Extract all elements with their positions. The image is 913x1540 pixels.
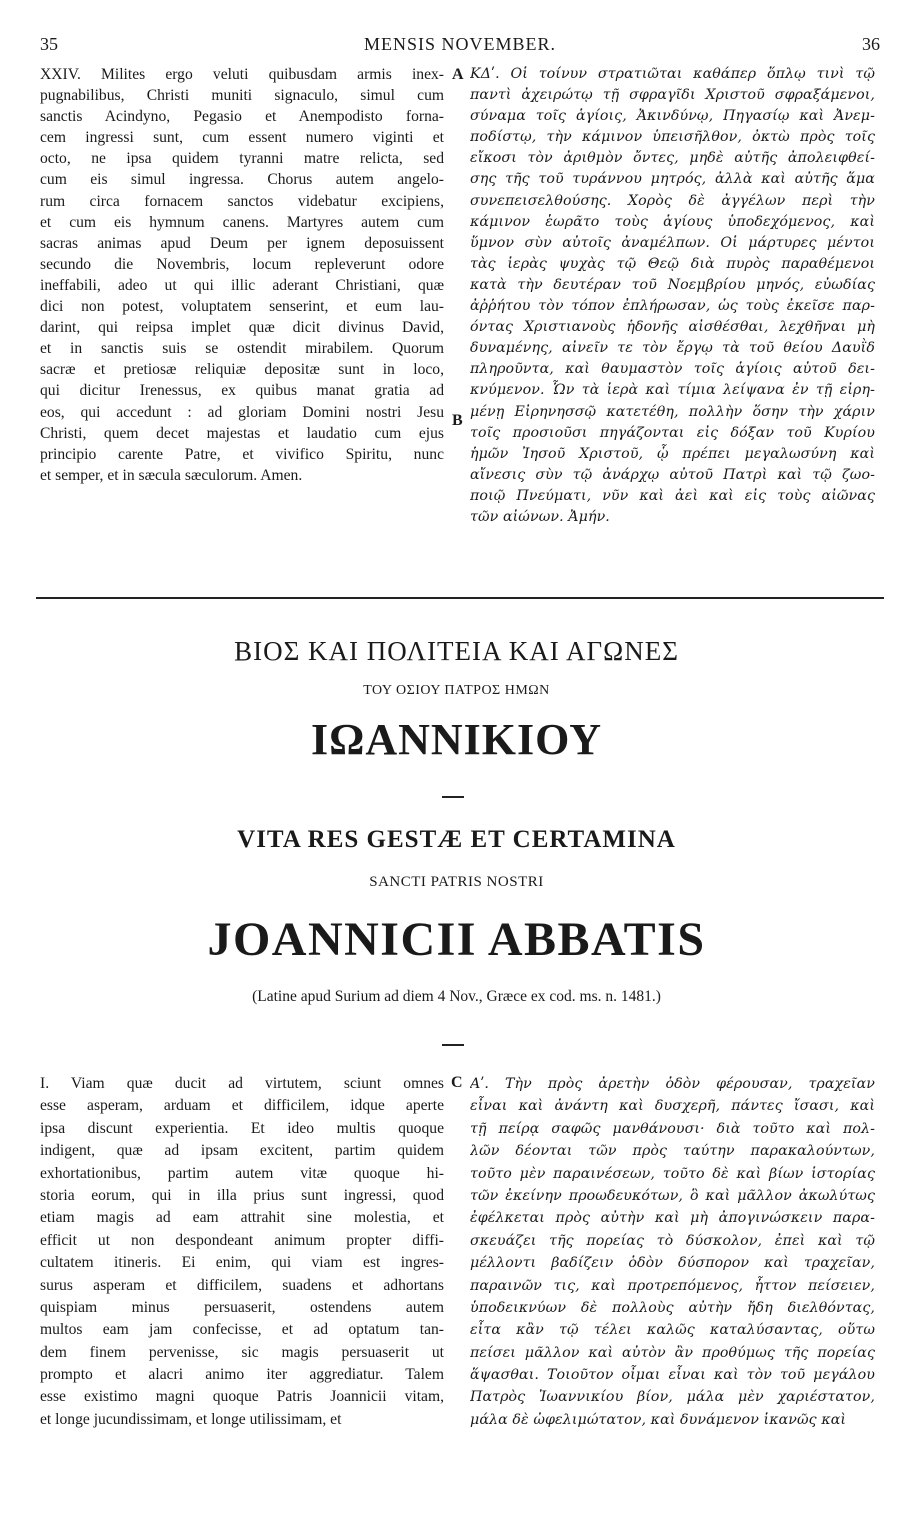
text-line: τῶν αἰώνων. Ἀμήν. — [470, 508, 610, 525]
text-line: εἴκοσι τὸν ἀριθμὸν ὄντες, μηδὲ αὐτῆς ἀπολειφθεί- — [470, 150, 875, 167]
text-line: darint, qui reipsa implet quæ dicit divinus David, — [40, 319, 444, 337]
text-line: τῶν ἐκείνην προωδευκότων, ὃ καὶ μᾶλλον ἀκωλύτως — [470, 1187, 875, 1204]
text-line: pugnabilibus, Christi muniti signaculo, simul cum — [40, 87, 444, 105]
text-line: et cum eis hymnum canens. Martyres autem cum — [40, 213, 444, 231]
text-line: qui dicitur Irenessus, ex quibus manat gratia ad — [40, 382, 444, 400]
text-line: μέλλοντι βαδίζειν ὁδὸν δύσπορον καὶ τραχεῖαν, — [470, 1255, 875, 1272]
text-line: dem finem pervenisse, sic magis persuaserit ut — [40, 1343, 444, 1361]
text-line: cum eis simul ingressa. Chorus autem angelo- — [40, 171, 444, 189]
text-line: εἶτα κἂν τῷ τέλει καλῶς καταλύσαντας, οὕτω — [470, 1322, 875, 1339]
text-line: esse asperam, arduam et difficilem, idque aperte — [40, 1097, 444, 1115]
text-line: εἶναι καὶ ἀνάντη καὶ δυσχερῆ, πάντες ἴσασι, καὶ — [470, 1098, 875, 1115]
text-line: παραινῶν τις, καὶ προτρεπόμενος, ἧττον πείσειεν, — [470, 1277, 875, 1294]
text-line: et in sanctis suis se ostendit mirabilem. Quorum — [40, 340, 444, 358]
margin-marker-a: A — [452, 66, 464, 83]
text-line: eos, qui accedunt : ad gloriam Domini nostri Jesu — [40, 403, 444, 421]
text-line: sacræ et pretiosæ reliquiæ depositæ sunt in loco, — [40, 361, 444, 379]
source-note: (Latine apud Surium ad diem 4 Nov., Græce ex cod. ms. n. 1481.) — [252, 988, 661, 1005]
text-line: πληροῦντα, καὶ θαυμαστὸν τοῖς ἁγίοις αὐτοῦ δει- — [470, 361, 875, 378]
text-line: sanctis Acindyno, Pegasio et Anempodisto forna- — [40, 108, 444, 126]
text-line: etiam magis ad eam attrahit sine molestia, et — [40, 1209, 444, 1227]
text-line: κνύμενον. Ὧν τὰ ἱερὰ καὶ τίμια λείψανα ἐν τῇ εἰρη- — [470, 382, 875, 399]
text-line: quispiam minus persuaserit, ostendens autem — [40, 1298, 444, 1316]
text-line: dici non potest, voluptatem senserint, et eum lau- — [40, 298, 444, 316]
text-line: μένῃ Εἰρηνησσῷ κατετέθη, πολλὴν ὅσην τὴν χάριν — [470, 403, 875, 420]
text-line: τοῦτο μὲν παραινέσεων, τοῦτο δὲ καὶ βίων ἱστορίας — [470, 1165, 875, 1182]
section-divider — [36, 597, 884, 599]
page-number-right: 36 — [862, 34, 880, 54]
text-line: sacras animas apud Deum per ignem deposuissent — [40, 234, 444, 252]
text-line: συνεπεισελθούσης. Χορὸς δὲ ἀγγέλων περὶ τὴν — [470, 192, 875, 209]
greek-main-title: ΒΙΟΣ ΚΑΙ ΠΟΛΙΤΕΙΑ ΚΑΙ ΑΓΩΝΕΣ — [234, 636, 679, 666]
greek-subtitle: ΤΟΥ ΟΣΙΟΥ ΠΑΤΡΟΣ ΗΜΩΝ — [363, 683, 550, 698]
text-line: et longe jucundissimam, et longe utilissimam, et — [40, 1410, 342, 1428]
margin-marker-b: B — [452, 412, 463, 429]
top-greek-column — [470, 64, 875, 528]
latin-subtitle: SANCTI PATRIS NOSTRI — [369, 874, 544, 890]
text-line: όντας Χριστιανοὺς ἡδονῆς αἰσθέσθαι, λεχθῆναι μὴ — [470, 319, 875, 336]
text-line: ὑποδεικνύων δὲ πολλοὺς αὐτὴν ἤδη διελθόντας, — [470, 1299, 875, 1316]
text-line: κατὰ τὴν δευτέραν τοῦ Νοεμβρίου μηνός, εὐωδίας — [470, 276, 875, 293]
text-line: multos eam jam confecisse, et ad optatum tan- — [40, 1321, 444, 1339]
text-line: ποδίστῳ, τὴν κάμινον ὑπεισῆλθον, ὀκτὼ πρὸς τοῖς — [470, 129, 875, 146]
text-line: αἴνεσις σὺν τῷ ἀνάρχῳ αὐτοῦ Πατρὶ καὶ τῷ ζωο- — [470, 466, 875, 483]
text-line: ἅψασθαι. Τοιοῦτον οἶμαι εἶναι καὶ τὸν τοῦ μεγάλου — [470, 1367, 875, 1384]
text-line: XXIV. Milites ergo veluti quibusdam armis inex- — [40, 66, 444, 83]
top-latin-column — [40, 64, 444, 486]
title-dash — [442, 796, 464, 798]
text-line: παντὶ ἀχειρώτῳ τῇ σφραγῖδι Χριστοῦ σφραξάμενοι, — [470, 87, 875, 104]
text-line: τοῖς προσιοῦσι πηγάζονται εἰς δόξαν τοῦ Κυρίου — [470, 424, 875, 441]
text-line: τὰς ἱερὰς ψυχὰς τῷ Θεῷ διὰ πυρὸς παραθέμενοι — [470, 255, 875, 272]
text-line: storia eorum, qui in illa prius sunt ingressi, quod — [40, 1186, 444, 1204]
text-line: ἐφέλκεται πρὸς αὐτὴν καὶ μὴ ἀπογινώσκειν παρα- — [470, 1210, 875, 1227]
text-line: ΚΔʹ. Οἱ τοίνυν στρατιῶται καθάπερ ὅπλῳ τινὶ τῷ — [470, 66, 875, 82]
text-line: exhortationibus, partim autem vitæ quoque hi- — [40, 1164, 444, 1182]
text-line: prompto et alacri animo iter aggrediatur. Talem — [40, 1366, 444, 1384]
text-line: indigent, quæ ad ipsam excitent, partim quidem — [40, 1142, 444, 1160]
latin-main-title: VITA RES GESTÆ ET CERTAMINA — [237, 826, 676, 853]
text-line: δυναμένης, αἰνεῖν τε τὸν ἔργῳ τὰ τοῦ θείου Δαυῒδ — [470, 340, 875, 357]
bottom-greek-column — [470, 1073, 875, 1431]
greek-saint-name: ΙΩΑΝΝΙΚΙΟΥ — [310, 715, 602, 764]
bottom-latin-column — [40, 1073, 444, 1431]
text-line: esse existimo magni quoque Patris Joannicii vitam, — [40, 1388, 444, 1406]
page-number-left: 35 — [40, 34, 58, 54]
text-line: τῇ πείρᾳ σαφῶς μανθάνουσι· διὰ τοῦτο καὶ πολ- — [470, 1120, 875, 1137]
page-header — [40, 34, 880, 60]
text-line: efficit ut non despondeant animum propter diffi- — [40, 1231, 444, 1249]
text-line: octo, ne ipsa quidem tyranni matre relicta, sed — [40, 150, 444, 168]
text-line: σκευάζει τῆς πορείας τὸ δύσκολον, ἐπεὶ καὶ τῷ — [470, 1232, 875, 1249]
text-line: κάμινον ἑωρᾶτο τοὺς ἁγίους ὑποδεχόμενος, καὶ — [470, 213, 875, 230]
text-line: ἡμῶν Ἰησοῦ Χριστοῦ, ᾧ πρέπει μεγαλωσύνη καὶ — [470, 445, 875, 462]
text-line: rum circa fornacem sanctos videbatur excipiens, — [40, 192, 444, 210]
text-line: ἀῤῥήτου τὸν τόπον ἐπλήρωσαν, ὡς τοὺς ἐκεῖσε παρ- — [470, 298, 875, 315]
text-line: ποιῷ Πνεύματι, νῦν καὶ ἀεὶ καὶ εἰς τοὺς αἰῶνας — [470, 487, 875, 504]
text-line: surus asperam et difficilem, suadens et adhortans — [40, 1276, 444, 1294]
latin-saint-name: JOANNICII ABBATIS — [207, 913, 706, 966]
text-line: μάλα δὲ ὠφελιμώτατον, καὶ δυνάμενον ἱκανῶς καὶ — [470, 1411, 847, 1428]
text-line: principio carente Patre, et vivifico Spiritu, nunc — [40, 445, 444, 463]
text-line: secundo die Novembris, locum repleverunt odore — [40, 255, 444, 273]
text-line: I. Viam quæ ducit ad virtutem, sciunt omnes — [40, 1075, 444, 1092]
text-line: σης τῆς τοῦ τυράννου μητρός, ἀλλὰ καὶ αὐτῆς ἅμα — [470, 171, 875, 188]
text-line: Christi, quem decet majestas et laudatio cum ejus — [40, 424, 444, 442]
text-line: Πατρὸς Ἰωαννικίου βίον, μάλα μὲν χαριέστατον, — [470, 1389, 875, 1406]
title-dash — [442, 1044, 464, 1046]
text-line: ὕμνον σὺν αὐτοῖς ἀναμέλπων. Οἱ μάρτυρες μέντοι — [470, 234, 875, 251]
text-line: Αʹ. Τὴν πρὸς ἀρετὴν ὁδὸν φέρουσαν, τραχεῖαν — [470, 1076, 875, 1092]
text-line: et semper, et in sæcula sæculorum. Amen. — [40, 466, 303, 484]
text-line: cem ingressi sunt, cum essent numero viginti et — [40, 129, 444, 147]
text-line: πείσει μᾶλλον καὶ αὐτὸν ἂν προθύμως τῆς πορείας — [470, 1344, 875, 1361]
margin-marker-c: C — [451, 1074, 463, 1091]
text-line: σύναμα τοῖς ἁγίοις, Ἀκινδύνῳ, Πηγασίῳ καὶ Ἀνεμ- — [470, 108, 875, 125]
text-line: cultatem itineris. Ei enim, qui viam est ingres- — [40, 1254, 444, 1272]
running-title: MENSIS NOVEMBER. — [363, 34, 557, 54]
text-line: ipsa discunt experientia. Et ideo multis quoque — [40, 1119, 444, 1137]
text-line: ineffabili, adeo ut qui illic aderant Christiani, quæ — [40, 276, 444, 294]
text-line: λῶν δέονται τῶν πρὸς ταύτην παρακαλούντων, — [470, 1143, 875, 1160]
